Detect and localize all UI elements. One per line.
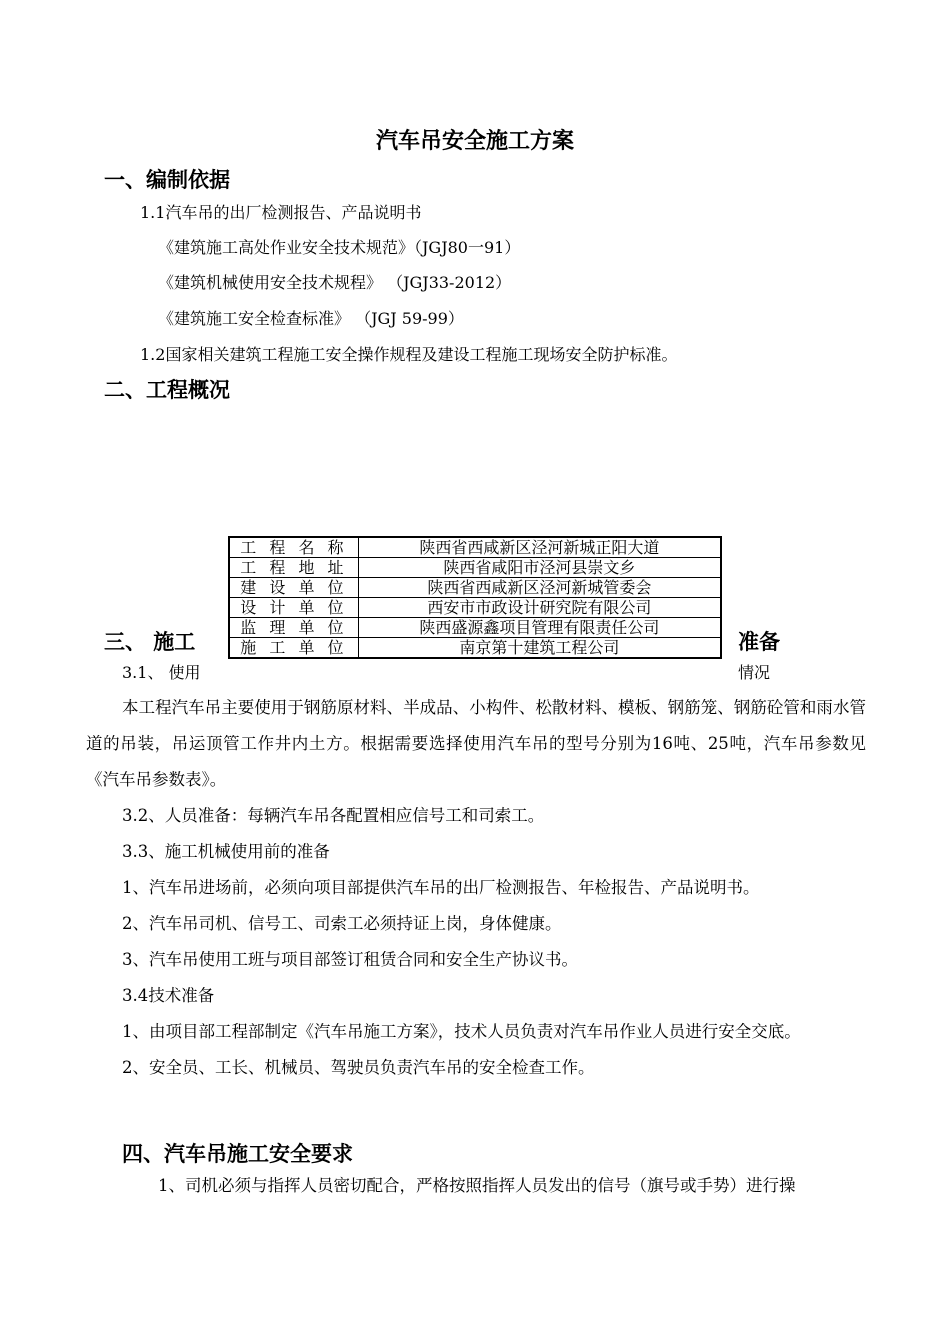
subsection-3-1-left: 3.1、 使用 (122, 663, 201, 682)
page-title: 汽车吊安全施工方案 (375, 128, 574, 154)
paragraph: 本工程汽车吊主要使用于钢筋原材料、半成品、小构件、松散材料、模板、钢筋笼、钢筋砼管和雨水管道的吊装，吊运顶管工作井内土方。根据需要选择使用汽车吊的型号分别为16吨、25吨，汽车吊参数见《汽车吊参数表》。 (86, 698, 866, 789)
project-info-table (228, 536, 722, 659)
section-heading-3-right: 准备 (738, 629, 780, 654)
table-key: 施 工 单 位 (229, 638, 358, 659)
paragraph: 3.4技术准备 (122, 986, 215, 1005)
table-row (229, 578, 721, 598)
subsection-3-1-right: 情况 (738, 663, 771, 682)
section-heading-1: 一、编制依据 (104, 167, 230, 192)
table-value: 陕西省西咸新区泾河新城正阳大道 (358, 537, 721, 558)
table-key: 设 计 单 位 (229, 598, 358, 618)
paragraph: 1、由项目部工程部制定《汽车吊施工方案》，技术人员负责对汽车吊作业人员进行安全交底。 (122, 1022, 801, 1041)
basis-item: 《建筑施工高处作业安全技术规范》（JGJ80一91） (158, 238, 521, 257)
table-value: 陕西省西咸新区泾河新城管委会 (358, 578, 721, 598)
table-value: 陕西盛源鑫项目管理有限责任公司 (358, 618, 721, 638)
paragraph: 3.2、人员准备：每辆汽车吊各配置相应信号工和司索工。 (122, 806, 545, 825)
table-key: 工 程 地 址 (229, 558, 358, 578)
section-4-body (86, 1168, 866, 1204)
table-value: 南京第十建筑工程公司 (358, 638, 721, 659)
paragraph: 1、汽车吊进场前，必须向项目部提供汽车吊的出厂检测报告、年检报告、产品说明书。 (122, 878, 760, 897)
paragraph: 3.3、施工机械使用前的准备 (122, 842, 330, 861)
section-heading-2: 二、工程概况 (104, 377, 230, 402)
paragraph: 2、汽车吊司机、信号工、司索工必须持证上岗，身体健康。 (122, 914, 562, 933)
table-row (229, 618, 721, 638)
section-heading-4: 四、汽车吊施工安全要求 (122, 1141, 353, 1166)
table-row (229, 558, 721, 578)
basis-item: 1.2国家相关建筑工程施工安全操作规程及建设工程施工现场安全防护标准。 (140, 345, 678, 364)
section-3-body (86, 690, 866, 1086)
basis-item: 《建筑机械使用安全技术规程》 （JGJ33-2012） (158, 273, 512, 292)
basis-item: 《建筑施工安全检查标准》 （JGJ 59-99） (158, 309, 464, 328)
table-value: 陕西省咸阳市泾河县崇文乡 (358, 558, 721, 578)
paragraph: 1、司机必须与指挥人员密切配合，严格按照指挥人员发出的信号（旗号或手势）进行操 (158, 1176, 796, 1195)
table-value: 西安市市政设计研究院有限公司 (358, 598, 721, 618)
paragraph: 2、安全员、工长、机械员、驾驶员负责汽车吊的安全检查工作。 (122, 1058, 595, 1077)
table-row (229, 537, 721, 558)
table-row (229, 598, 721, 618)
paragraph: 3、汽车吊使用工班与项目部签订租赁合同和安全生产协议书。 (122, 950, 578, 969)
table-row (229, 638, 721, 659)
table-key: 工 程 名 称 (229, 537, 358, 558)
table-key: 建 设 单 位 (229, 578, 358, 598)
section-heading-3-left: 三、 施工 (104, 629, 196, 654)
basis-item: 1.1汽车吊的出厂检测报告、产品说明书 (140, 203, 422, 222)
table-key: 监 理 单 位 (229, 618, 358, 638)
